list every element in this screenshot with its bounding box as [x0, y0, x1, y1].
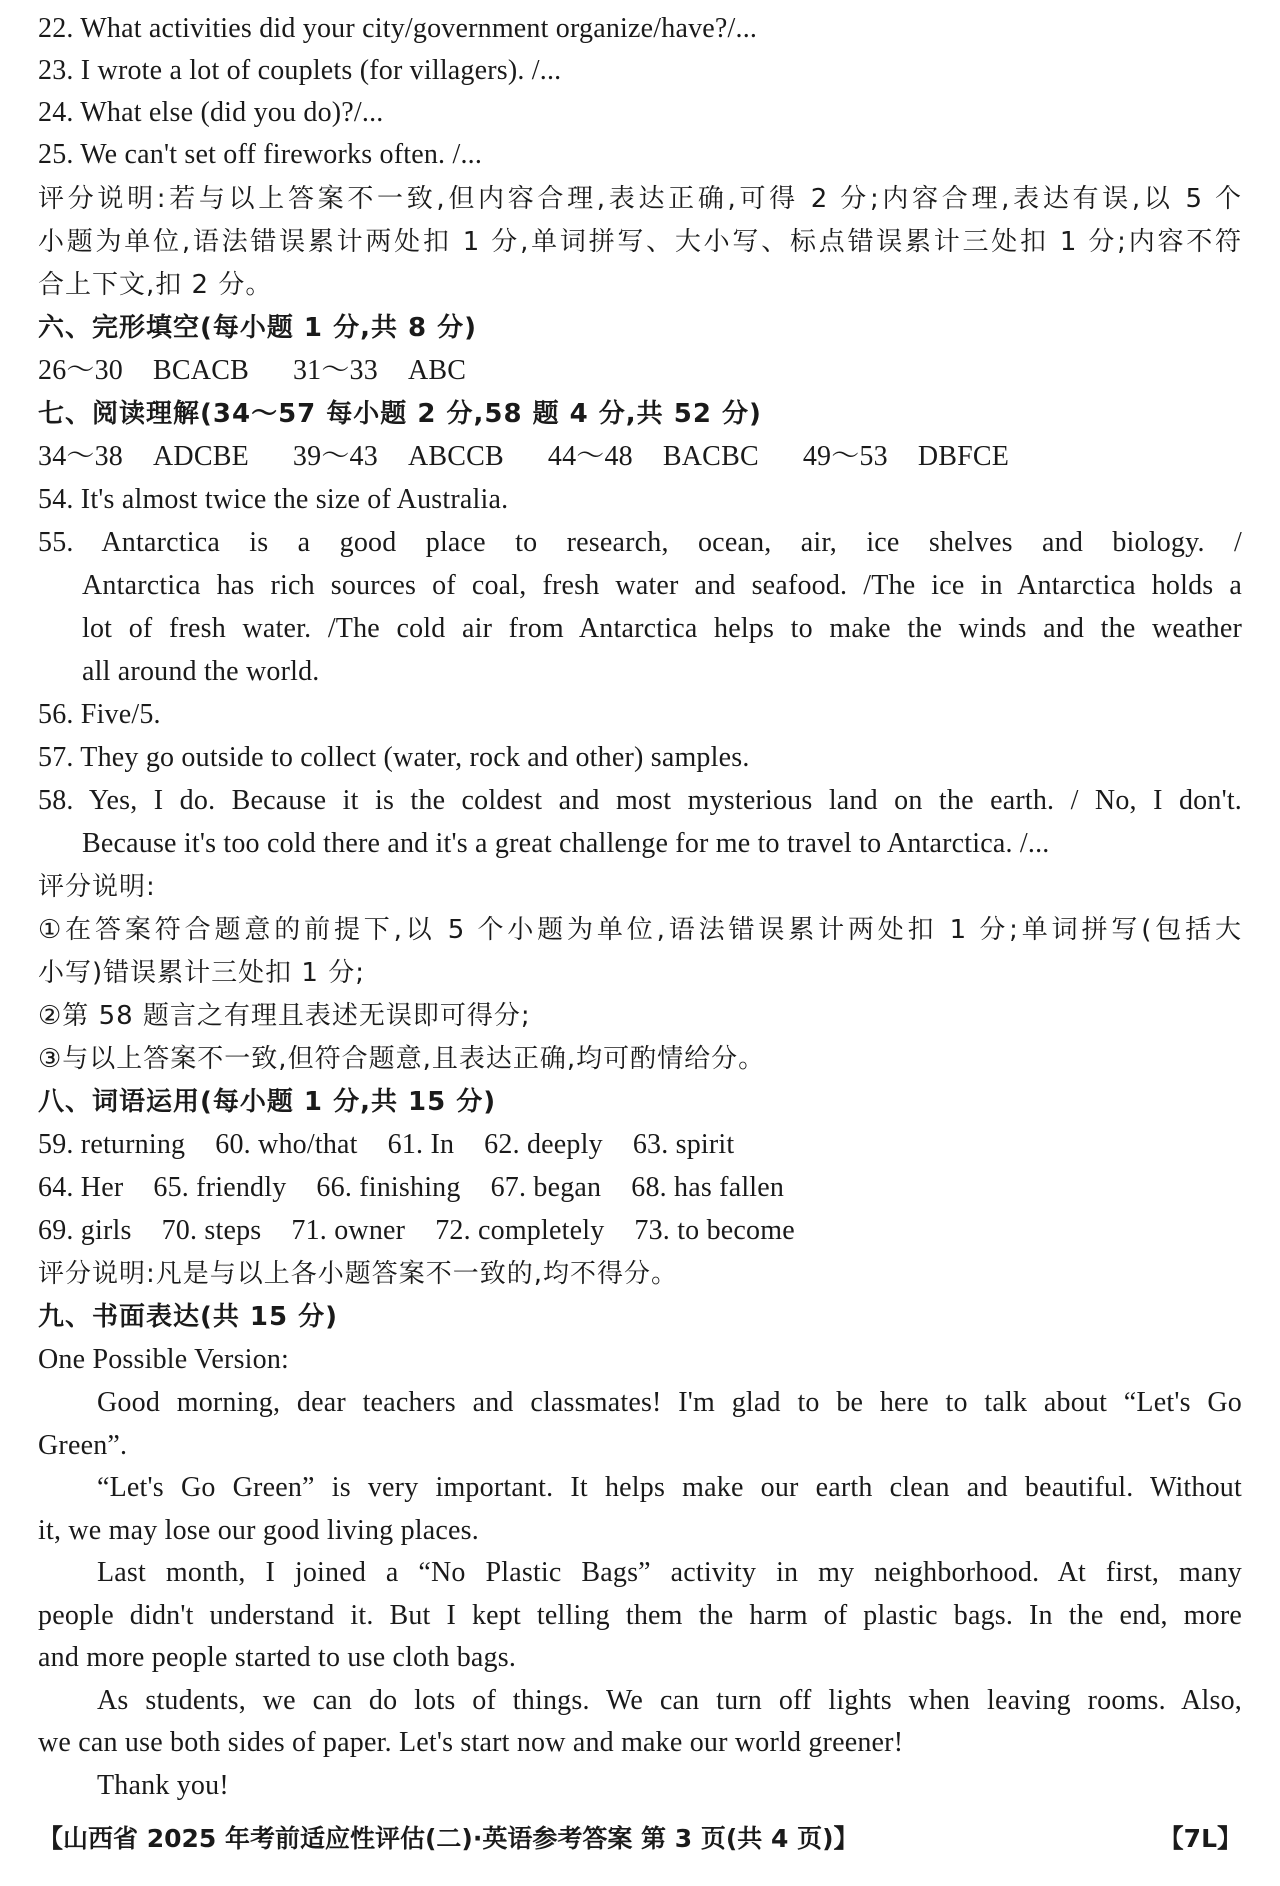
- answer-55-line: Antarctica has rich sources of coal, fresh water and seafood. /The ice in Antarctica holds a: [82, 570, 1242, 601]
- answer-57: 57. They go outside to collect (water, rock and other) samples.: [38, 742, 750, 773]
- scoring-note-title: 评分说明:: [38, 872, 156, 902]
- answer-22: 22. What activities did your city/government organize/have?/...: [38, 13, 758, 44]
- word-answer: 70. steps: [161, 1215, 262, 1246]
- word-answer: 64. Her: [38, 1172, 124, 1203]
- scoring-note-line: ①在答案符合题意的前提下,以 5 个小题为单位,语法错误累计两处扣 1 分;单词拼写(包括大: [38, 915, 1242, 945]
- answer-55-line: all around the world.: [82, 656, 320, 687]
- word-use-row: [38, 1167, 1242, 1209]
- answer-keys: BACBC: [662, 441, 759, 472]
- answer-range: 44～48: [547, 441, 633, 472]
- word-answer: 66. finishing: [316, 1172, 461, 1203]
- section-heading-cloze: 六、完形填空(每小题 1 分,共 8 分): [38, 313, 478, 343]
- scoring-note-line: 小写)错误累计三处扣 1 分;: [38, 958, 365, 988]
- word-answer: 61. In: [387, 1129, 455, 1160]
- scoring-note-line: 小题为单位,语法错误累计两处扣 1 分,单词拼写、大小写、标点错误累计三处扣 1 分;内容不符: [38, 227, 1242, 257]
- answer-range: 49～53: [802, 441, 888, 472]
- answer-keys: BCACB: [153, 355, 249, 386]
- essay-line: it, we may lose our good living places.: [38, 1515, 479, 1546]
- answer-56: 56. Five/5.: [38, 699, 161, 730]
- page-footer: [38, 1817, 1242, 1861]
- essay-line: Green”.: [38, 1430, 128, 1461]
- answer-keys: ABC: [407, 355, 467, 386]
- essay-line: Good morning, dear teachers and classmates! I'm glad to be here to talk about “Let's Go: [97, 1387, 1242, 1418]
- essay-line: Thank you!: [97, 1770, 229, 1801]
- answer-range: 31～33: [292, 355, 378, 386]
- answer-keys: ADCBE: [153, 441, 249, 472]
- word-use-row: [38, 1124, 1242, 1166]
- scoring-note-line: 评分说明:凡是与以上各小题答案不一致的,均不得分。: [38, 1259, 679, 1289]
- footer-exam-info: 【山西省 2025 年考前适应性评估(二)·英语参考答案 第 3 页(共 4 页)】: [38, 1824, 859, 1853]
- word-answer: 60. who/that: [215, 1129, 358, 1160]
- word-answer: 65. friendly: [153, 1172, 287, 1203]
- word-answer: 71. owner: [291, 1215, 406, 1246]
- scoring-note-line: ③与以上答案不一致,但符合题意,且表达正确,均可酌情给分。: [38, 1044, 766, 1074]
- word-answer: 67. began: [490, 1172, 602, 1203]
- essay-line: people didn't understand it. But I kept telling them the harm of plastic bags. In the end, more: [38, 1600, 1242, 1631]
- word-answer: 72. completely: [435, 1215, 605, 1246]
- word-answer: 69. girls: [38, 1215, 132, 1246]
- scoring-note-line: 合上下文,扣 2 分。: [38, 270, 273, 300]
- footer-code: 【7L】: [1158, 1824, 1242, 1853]
- answer-54: 54. It's almost twice the size of Australia.: [38, 484, 509, 515]
- answer-25: 25. We can't set off fireworks often. /...: [38, 139, 483, 170]
- answer-24: 24. What else (did you do)?/...: [38, 97, 384, 128]
- essay-line: and more people started to use cloth bags.: [38, 1642, 517, 1673]
- answer-23: 23. I wrote a lot of couplets (for villagers). /...: [38, 55, 562, 86]
- scoring-note-line: 评分说明:若与以上答案不一致,但内容合理,表达正确,可得 2 分;内容合理,表达有误,以 5 个: [38, 184, 1242, 214]
- answer-range: 39～43: [292, 441, 378, 472]
- scoring-note-line: ②第 58 题言之有理且表述无误即可得分;: [38, 1001, 531, 1031]
- word-answer: 63. spirit: [632, 1129, 735, 1160]
- essay-line: “Let's Go Green” is very important. It helps make our earth clean and beautiful. Without: [97, 1472, 1242, 1503]
- essay-line: As students, we can do lots of things. We can turn off lights when leaving rooms. Also,: [97, 1685, 1242, 1716]
- word-answer: 59. returning: [38, 1129, 186, 1160]
- word-use-row: [38, 1210, 1242, 1252]
- answer-55-line: lot of fresh water. /The cold air from Antarctica helps to make the winds and the weather: [82, 613, 1242, 644]
- answer-keys: DBFCE: [917, 441, 1010, 472]
- answer-58-line: Because it's too cold there and it's a great challenge for me to travel to Antarctica. /...: [82, 828, 1050, 859]
- answer-range: 34～38: [38, 441, 124, 472]
- essay-line: we can use both sides of paper. Let's start now and make our world greener!: [38, 1727, 904, 1758]
- version-label: One Possible Version:: [38, 1344, 290, 1375]
- section-heading-word-use: 八、词语运用(每小题 1 分,共 15 分): [38, 1087, 497, 1117]
- answer-58-line: 58. Yes, I do. Because it is the coldest and most mysterious land on the earth. / No, I don't.: [38, 785, 1242, 816]
- answer-keys: ABCCB: [407, 441, 504, 472]
- cloze-answers: [38, 350, 1242, 392]
- word-answer: 73. to become: [634, 1215, 795, 1246]
- answer-55-line: 55. Antarctica is a good place to research, ocean, air, ice shelves and biology. /: [38, 527, 1242, 558]
- essay-line: Last month, I joined a “No Plastic Bags” activity in my neighborhood. At first, many: [97, 1557, 1242, 1588]
- reading-answers: [38, 436, 1242, 478]
- section-heading-reading: 七、阅读理解(34～57 每小题 2 分,58 题 4 分,共 52 分): [38, 399, 762, 429]
- word-answer: 68. has fallen: [631, 1172, 785, 1203]
- section-heading-writing: 九、书面表达(共 15 分): [38, 1302, 339, 1332]
- word-answer: 62. deeply: [484, 1129, 603, 1160]
- answer-range: 26～30: [38, 355, 124, 386]
